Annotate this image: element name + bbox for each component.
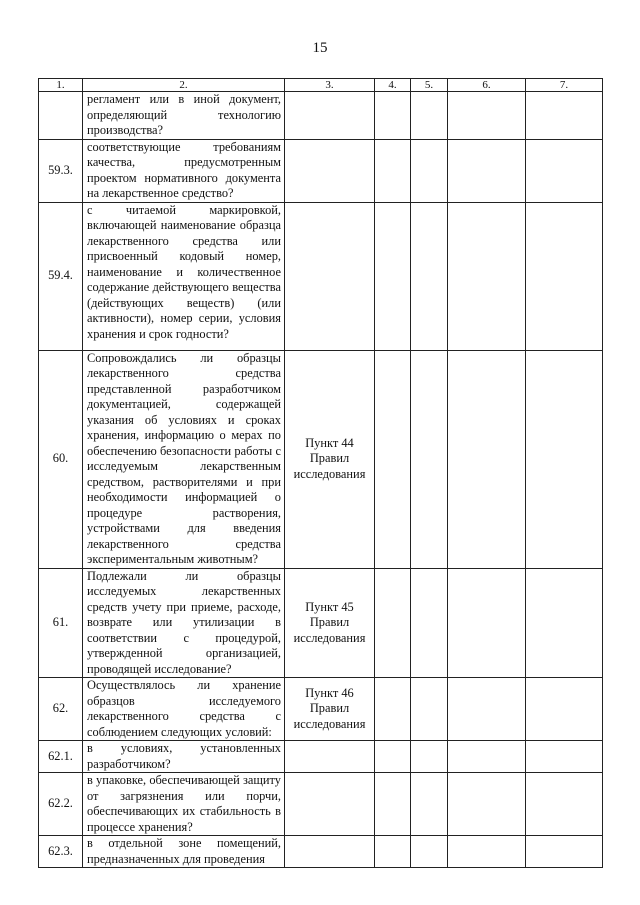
item-number: 62.1. <box>39 741 83 773</box>
answer-cell-4 <box>375 741 411 773</box>
answer-cell-5 <box>411 139 448 202</box>
question-text: с читаемой маркировкой, включающей наименование образца лекарственного средства или присвоенный кодовый номер, наименование и количественное содержание действующего вещества (действующих веществ) (или активности), номер серии, условия хранения и срок годности? <box>83 202 285 350</box>
header-col-7: 7. <box>526 79 603 92</box>
reference-cell <box>285 836 375 868</box>
reference-cell <box>285 92 375 140</box>
table-row <box>39 678 603 741</box>
answer-cell-6 <box>448 92 526 140</box>
item-number: 62.2. <box>39 773 83 836</box>
item-number: 60. <box>39 350 83 568</box>
answer-cell-4 <box>375 139 411 202</box>
item-number: 61. <box>39 568 83 678</box>
answer-cell-7 <box>526 202 603 350</box>
page-number: 15 <box>312 40 328 56</box>
item-number: 62.3. <box>39 836 83 868</box>
answer-cell-5 <box>411 350 448 568</box>
reference-cell: Пункт 46 Правил исследования <box>285 678 375 741</box>
answer-cell-7 <box>526 350 603 568</box>
answer-cell-4 <box>375 568 411 678</box>
question-text: в условиях, установленных разработчиком? <box>83 741 285 773</box>
header-col-6: 6. <box>448 79 526 92</box>
answer-cell-4 <box>375 678 411 741</box>
answer-cell-6 <box>448 202 526 350</box>
header-col-1: 1. <box>39 79 83 92</box>
question-text: соответствующие требованиям качества, предусмотренным проектом нормативного документа на лекарственное средство? <box>83 139 285 202</box>
question-text: Сопровождались ли образцы лекарственного средства представленной разработчиком документацией, содержащей указания об условиях и сроках хранения, информацию о мерах по обеспечению безопасности работы с исследуемым лекарственным средством, растворителями и при необходимости информацией о процедуре растворения, устройствами для введения лекарственного средства экспериментальным животным? <box>83 350 285 568</box>
table-row <box>39 92 603 140</box>
answer-cell-6 <box>448 568 526 678</box>
question-text: в упаковке, обеспечивающей защиту от загрязнения или порчи, обеспечивающих их стабильность в процессе хранения? <box>83 773 285 836</box>
header-col-3: 3. <box>285 79 375 92</box>
answer-cell-6 <box>448 678 526 741</box>
table-row <box>39 836 603 868</box>
table-row <box>39 568 603 678</box>
checklist-table <box>38 78 603 868</box>
answer-cell-7 <box>526 678 603 741</box>
answer-cell-7 <box>526 836 603 868</box>
answer-cell-6 <box>448 139 526 202</box>
question-text: Осуществлялось ли хранение образцов исследуемого лекарственного средства с соблюдением следующих условий: <box>83 678 285 741</box>
item-number: 62. <box>39 678 83 741</box>
reference-cell <box>285 773 375 836</box>
answer-cell-5 <box>411 773 448 836</box>
answer-cell-6 <box>448 773 526 836</box>
header-col-5: 5. <box>411 79 448 92</box>
reference-cell <box>285 139 375 202</box>
reference-cell <box>285 202 375 350</box>
table-row <box>39 139 603 202</box>
header-row <box>39 79 603 92</box>
reference-cell <box>285 741 375 773</box>
table-row <box>39 773 603 836</box>
table-row <box>39 350 603 568</box>
item-number: 59.4. <box>39 202 83 350</box>
answer-cell-6 <box>448 350 526 568</box>
answer-cell-7 <box>526 92 603 140</box>
reference-cell: Пункт 45 Правил исследования <box>285 568 375 678</box>
table-row <box>39 741 603 773</box>
answer-cell-4 <box>375 92 411 140</box>
table-row <box>39 202 603 350</box>
question-text: в отдельной зоне помещений, предназначенных для проведения <box>83 836 285 868</box>
answer-cell-7 <box>526 568 603 678</box>
answer-cell-4 <box>375 202 411 350</box>
answer-cell-5 <box>411 741 448 773</box>
answer-cell-5 <box>411 678 448 741</box>
answer-cell-5 <box>411 202 448 350</box>
question-text: Подлежали ли образцы исследуемых лекарственных средств учету при приеме, расходе, возврате или утилизации в соответствии с процедурой, утвержденной организацией, проводящей исследование? <box>83 568 285 678</box>
item-number <box>39 92 83 140</box>
answer-cell-4 <box>375 350 411 568</box>
answer-cell-7 <box>526 139 603 202</box>
answer-cell-6 <box>448 836 526 868</box>
question-text: регламент или в иной документ, определяющий технологию производства? <box>83 92 285 140</box>
answer-cell-7 <box>526 773 603 836</box>
item-number: 59.3. <box>39 139 83 202</box>
answer-cell-5 <box>411 92 448 140</box>
answer-cell-5 <box>411 568 448 678</box>
header-col-4: 4. <box>375 79 411 92</box>
answer-cell-7 <box>526 741 603 773</box>
answer-cell-5 <box>411 836 448 868</box>
answer-cell-4 <box>375 773 411 836</box>
header-col-2: 2. <box>83 79 285 92</box>
reference-cell: Пункт 44 Правил исследования <box>285 350 375 568</box>
answer-cell-6 <box>448 741 526 773</box>
answer-cell-4 <box>375 836 411 868</box>
